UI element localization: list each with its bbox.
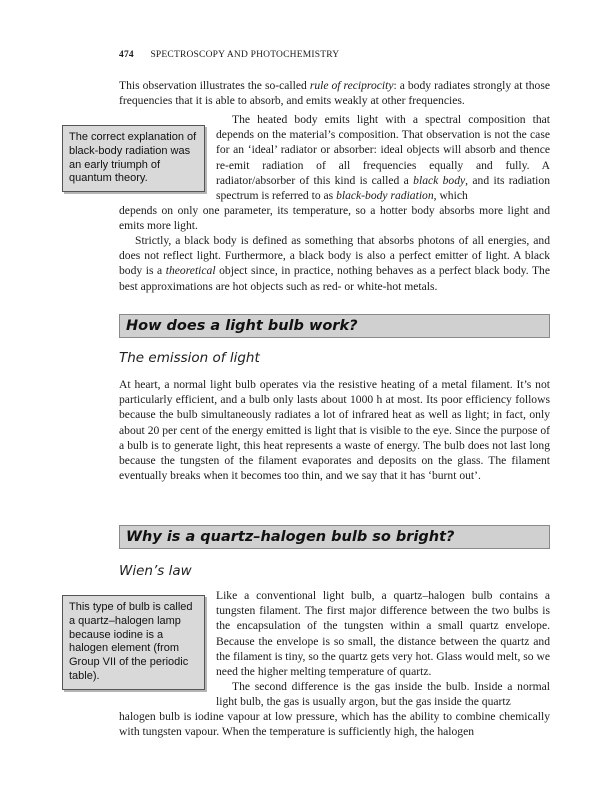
- paragraph-light-bulb: At heart, a normal light bulb operates via the resistive heating of a metal filament. It’s not particularly efficient, and a bulb only lasts about 1000 h at most. Its poor efficiency follows because the bulb simultaneously radiates a lot of infrared heat as well as light; in fact, only about 20 per cent of the energy emitted is light that is visible to the eye. Since the purpose of a bulb is to generate light, this heat represents a waste of energy. The bulb does not last long because the tungsten of the filament evaporates and deposits on the glass. The filament eventually breaks when it becomes too thin, and we say that it has ‘burnt out’.: [119, 378, 550, 483]
- term-rule-of-reciprocity: rule of reciprocity: [309, 79, 394, 92]
- paragraph-definition: Strictly, a black body is defined as something that absorbs photons of all energies, and does not reflect light. Furthermore, a black body is also a perfect emitter of light. A black body is a theoretical object since, in practice, nothing behaves as a perfect black body. The best approximations are hot objects such as red- or white-hot metals.: [119, 234, 550, 293]
- paragraph-black-body: The heated body emits light with a spectral composition that depends on the material’s composition. That observation is not the case for an ‘ideal’ radiator or absorber: ideal objects will absorb and thence re-emit radiation of all frequencies equally and fully. A radiator/absorber of this kind is called a black body, and its radiation spectrum is referred to as black-body radiation, which: [216, 113, 550, 203]
- running-title: SPECTROSCOPY AND PHOTOCHEMISTRY: [150, 50, 340, 60]
- paragraph-black-body-cont: depends on only one parameter, its temperature, so a hotter body absorbs more light and emits more light.: [119, 204, 550, 233]
- running-header: [119, 50, 339, 60]
- section-heading-light-bulb: How does a light bulb work?: [119, 314, 550, 338]
- term-black-body: black body: [413, 173, 466, 187]
- term-theoretical: theoretical: [165, 264, 216, 278]
- section-heading-quartz-halogen: Why is a quartz–halogen bulb so bright?: [119, 525, 550, 549]
- paragraph-quartz-envelope: Like a conventional light bulb, a quartz–halogen bulb contains a tungsten filament. The first major difference between the two bulbs is the encapsulation of the tungsten within a small quartz envelope. Because the envelope is so small, the distance between the quartz and the filament is tiny, so the quartz gets very hot. Glass would melt, so we need the higher melting temperature of quartz.: [216, 589, 550, 679]
- page-number: 474: [119, 50, 134, 60]
- paragraph-reciprocity: This observation illustrates the so-called rule of reciprocity: a body radiates strongly at those frequencies that it is able to absorb, and emits weakly at other frequencies.: [119, 79, 550, 108]
- sidebar-note-halogen: This type of bulb is called a quartz–halogen lamp because iodine is a halogen element (from Group VII of the periodic table).: [62, 595, 205, 690]
- term-black-body-radiation: black-body radiation: [336, 189, 434, 203]
- subheading-emission-of-light: The emission of light: [119, 350, 260, 366]
- paragraph-halogen-gas: The second difference is the gas inside the bulb. Inside a normal light bulb, the gas is usually argon, but the gas inside the quartz: [216, 680, 550, 709]
- paragraph-halogen-gas-cont: halogen bulb is iodine vapour at low pressure, which has the ability to combine chemically with tungsten vapour. When the temperature is sufficiently high, the halogen: [119, 710, 550, 739]
- sidebar-note-quantum: The correct explanation of black-body radiation was an early triumph of quantum theory.: [62, 125, 205, 192]
- subheading-wiens-law: Wien’s law: [119, 563, 192, 579]
